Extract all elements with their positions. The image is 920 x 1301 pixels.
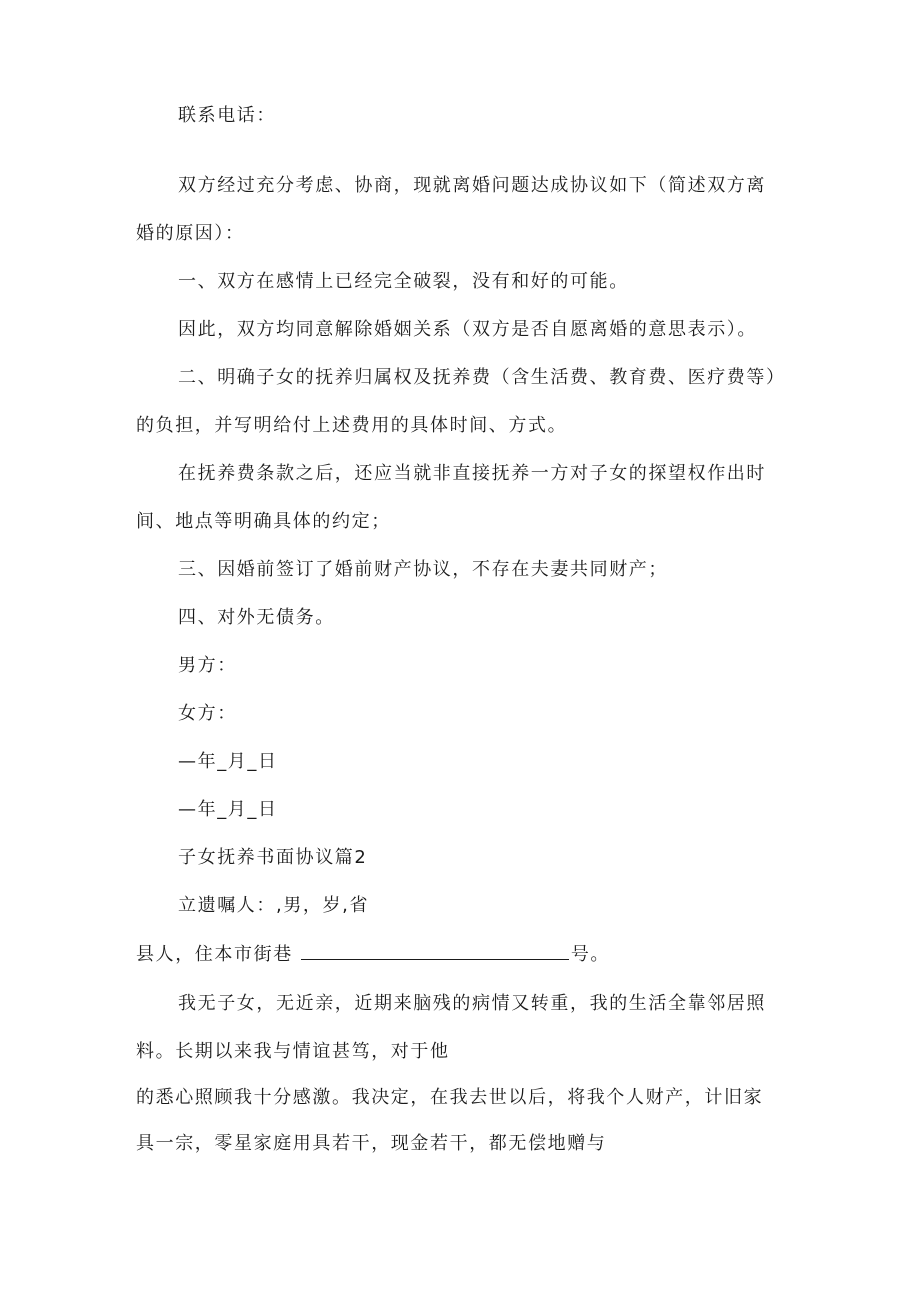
will-body-line-3: 的悉心照顾我十分感激。我决定，在我去世以后，将我个人财产，计旧家 [136,1087,764,1108]
clause-two-line-1: 二、明确子女的抚养归属权及抚养费（含生活费、教育费、医疗费等） [178,367,786,388]
contact-phone-label: 联系电话： [178,105,276,126]
testator-line: 立遗嘱人：,男，岁,省 [178,895,370,916]
address-prefix: 县人，住本市街巷 [136,944,293,965]
clause-two-line-2: 的负担，并写明给付上述费用的具体时间、方式。 [136,415,568,436]
address-line [136,942,610,967]
clause-three: 三、因婚前签订了婚前财产协议，不存在夫妻共同财产； [178,559,668,580]
address-suffix: 号。 [570,944,611,965]
female-party-label: 女方： [178,703,237,724]
clause-one-continuation: 因此，双方均同意解除婚姻关系（双方是否自愿离婚的意思表示）。 [178,319,757,340]
will-body-line-4: 具一宗，零星家庭用具若干，现金若干，都无偿地赠与 [136,1133,607,1154]
will-body-line-2: 料。长期以来我与情谊甚笃，对于他 [136,1041,450,1062]
clause-four: 四、对外无债务。 [178,607,335,628]
section-title: 子女抚养书面协议篇2 [178,847,368,868]
visitation-paragraph-line-2: 间、地点等明确具体的约定； [136,511,391,532]
clause-one: 一、双方在感情上已经完全破裂，没有和好的可能。 [178,271,629,292]
will-body-line-1: 我无子女，无近亲，近期来脑残的病情又转重，我的生活全靠邻居照 [178,993,766,1014]
address-blank-underline [301,942,569,960]
agreement-paragraph-line-2: 婚的原因）： [136,223,245,244]
male-party-label: 男方： [178,655,237,676]
date-line-2: —年_月_日 [178,799,278,820]
visitation-paragraph-line-1: 在抚养费条款之后，还应当就非直接抚养一方对子女的探望权作出时 [178,463,766,484]
agreement-paragraph-line-1: 双方经过充分考虑、协商，现就离婚问题达成协议如下（简述双方离 [178,175,766,196]
date-line-1: —年_月_日 [178,751,278,772]
